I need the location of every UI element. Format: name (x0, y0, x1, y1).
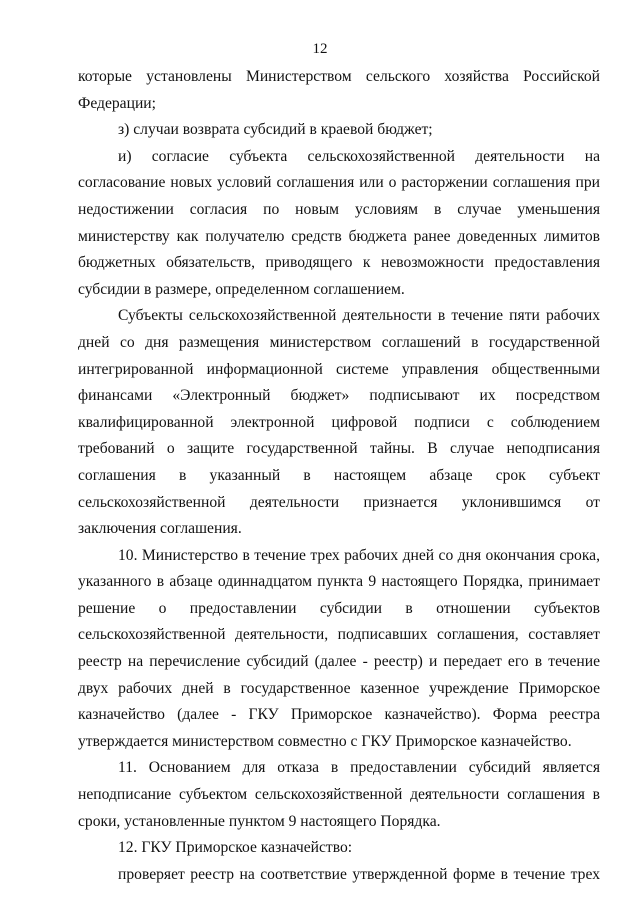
paragraph-clause-11: 11. Основанием для отказа в предоставлении субсидий является неподписание субъектом сельскохозяйственной деятельности соглашения в сроки, установленные пунктом 9 настоящего Порядка. (78, 759, 600, 830)
paragraph-clause-12-continued: проверяет реестр на соответствие утвержденной форме в течение трех (118, 865, 600, 883)
paragraph-clause-12: 12. ГКУ Приморское казначейство: (118, 839, 353, 857)
page-number: 12 (312, 41, 328, 57)
paragraph-continuation: которые установлены Министерством сельского хозяйства Российской Федерации; (78, 68, 600, 112)
paragraph-item-i: и) согласие субъекта сельскохозяйственной деятельности на согласование новых условий соглашения или о расторжении соглашения при недостижении согласия по новым условиям в случае уменьшения министерству как получателю средств бюджета ранее доведенных лимитов бюджетных обязательств, приводящего к невозможности предоставления субсидии в размере, определенном соглашением. (78, 147, 600, 298)
document-body (78, 64, 600, 888)
paragraph-clause-10: 10. Министерство в течение трех рабочих дней со дня окончания срока, указанного в абзаце одиннадцатом пункта 9 настоящего Порядка, принимает решение о предоставлении субсидии в отношении субъектов сельскохозяйственной деятельности, подписавших соглашения, составляет реестр на перечисление субсидий (далее - реестр) и передает его в течение двух рабочих дней в государственное казенное учреждение Приморское казначейство (далее - ГКУ Приморское казначейство). Форма реестра утверждается министерством совместно с ГКУ Приморское казначейство. (78, 546, 600, 750)
paragraph-item-z: з) случаи возврата субсидий в краевой бюджет; (118, 121, 433, 139)
paragraph-signing-terms: Субъекты сельскохозяйственной деятельности в течение пяти рабочих дней со дня размещения министерством соглашений в государственной интегрированной информационной системе управления общественными финансами «Электронный бюджет» подписывают их посредством квалифицированной электронной цифровой подписи с соблюдением требований о защите государственной тайны. В случае неподписания соглашения в указанный в настоящем абзаце срок субъект сельскохозяйственной деятельности признается уклонившимся от заключения соглашения. (78, 307, 600, 538)
